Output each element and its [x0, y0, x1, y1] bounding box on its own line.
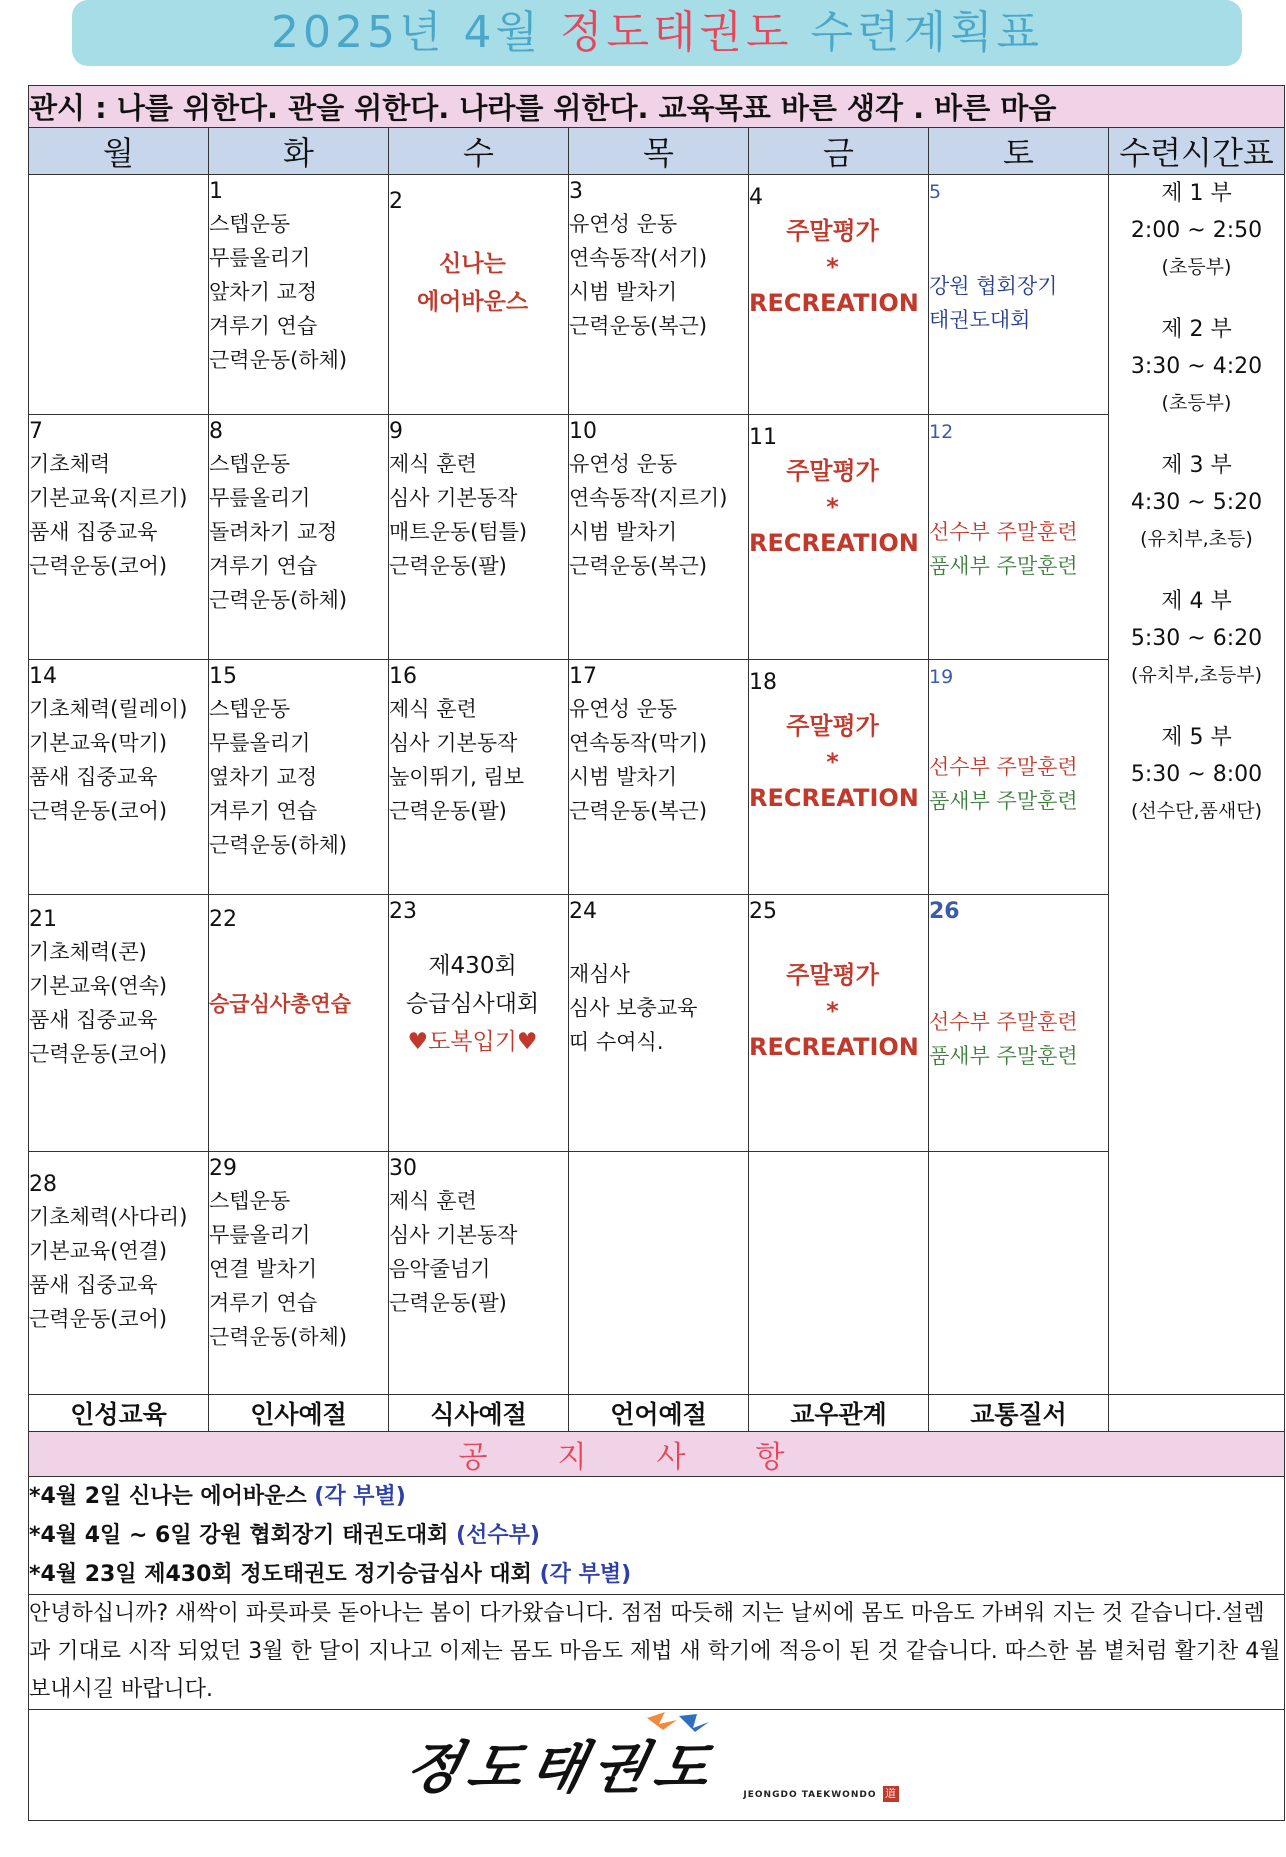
- day-cell: [569, 895, 749, 1152]
- day-number: 21: [29, 907, 57, 932]
- eval-title: 주말평가: [786, 457, 879, 485]
- activity: 앞차기 교정: [209, 280, 318, 304]
- notice-text: *4월 4일 ~ 6일 강원 협회장기 태권도대회: [29, 1523, 449, 1548]
- day-number: 15: [209, 664, 237, 689]
- activity: 연속동작(서기): [569, 246, 708, 270]
- activity: 기초체력(콘): [29, 940, 147, 964]
- rehearsal-label: 승급심사총연습: [209, 992, 352, 1016]
- day-cell: [749, 415, 929, 660]
- activity: 근력운동(코어): [29, 799, 168, 823]
- activity: 스텝운동: [209, 1189, 291, 1213]
- day-cell: [929, 895, 1109, 1152]
- eval-title: 주말평가: [786, 712, 879, 740]
- activity: 음악줄넘기: [389, 1257, 491, 1281]
- day-number: 3: [569, 179, 583, 204]
- activity: 근력운동(팔): [389, 799, 507, 823]
- event-line: 제430회: [428, 953, 517, 979]
- weekday-thu: 목: [569, 128, 749, 175]
- logo-subtitle: JEONGDO TAEKWONDO: [743, 1790, 877, 1800]
- week-row: [29, 175, 1285, 415]
- day-number: 18: [749, 670, 777, 695]
- activity: 스텝운동: [209, 212, 291, 236]
- training-poomsae: 품새부 주말훈련: [929, 789, 1078, 813]
- schedule-group: (초등부): [1161, 392, 1232, 414]
- activity: 시범 발차기: [569, 520, 678, 544]
- schedule-group: (유치부,초등부): [1131, 664, 1262, 686]
- day-number: 19: [929, 666, 954, 688]
- activity: 연속동작(지르기): [569, 486, 728, 510]
- motto-text: 관시 : 나를 위한다. 관을 위한다. 나라를 위한다. 교육목표 바른 생각 . 바른 마음: [29, 86, 1285, 128]
- eval-recreation: RECREATION: [749, 784, 919, 812]
- day-number: 5: [929, 181, 942, 203]
- day-cell: [29, 895, 209, 1152]
- activity: 연결 발차기: [209, 1257, 318, 1281]
- value-label: 교통질서: [929, 1395, 1109, 1432]
- day-cell: [209, 660, 389, 895]
- activity: 근력운동(코어): [29, 1307, 168, 1331]
- day-number: 1: [209, 179, 223, 204]
- logo-row: [29, 1710, 1285, 1821]
- day-number: 2: [389, 189, 403, 214]
- day-cell: [569, 415, 749, 660]
- day-cell: [209, 1152, 389, 1395]
- day-cell: [389, 1152, 569, 1395]
- schedule-part: 제 2 부: [1161, 317, 1232, 342]
- activity: 근력운동(코어): [29, 554, 168, 578]
- day-cell: [389, 415, 569, 660]
- notice-text: *4월 23일 제430회 정도태권도 정기승급심사 대회: [29, 1562, 532, 1587]
- logo-wordmark: 정도태권도: [398, 1735, 724, 1801]
- weekday-header: [29, 128, 1285, 175]
- activity: 돌려차기 교정: [209, 520, 338, 544]
- day-cell: [209, 175, 389, 415]
- schedule-part: 제 4 부: [1161, 589, 1232, 614]
- day-number: 7: [29, 419, 43, 444]
- day-cell: [29, 1152, 209, 1395]
- activity: 재심사: [569, 962, 630, 986]
- schedule-group: (선수단,품새단): [1131, 800, 1262, 822]
- activity: 스텝운동: [209, 697, 291, 721]
- activity: 스텝운동: [209, 452, 291, 476]
- eval-recreation: RECREATION: [749, 529, 919, 557]
- activity: 시범 발차기: [569, 280, 678, 304]
- eval-star: *: [826, 748, 839, 776]
- activity: 근력운동(하체): [209, 833, 348, 857]
- day-cell: [749, 660, 929, 895]
- day-cell: [209, 415, 389, 660]
- activity: 무릎올리기: [209, 246, 311, 270]
- activity: 높이뛰기, 림보: [389, 765, 525, 789]
- title-banner: [72, 0, 1242, 66]
- day-cell: [749, 895, 929, 1152]
- activity: 품새 집중교육: [29, 520, 158, 544]
- value-label: 인사예절: [209, 1395, 389, 1432]
- activity: 유연성 운동: [569, 452, 678, 476]
- activity: 겨루기 연습: [209, 799, 318, 823]
- logo-stamp: 道: [883, 1786, 899, 1802]
- day-number: 23: [389, 899, 417, 924]
- event-line: 태권도대회: [929, 308, 1031, 332]
- activity: 무릎올리기: [209, 731, 311, 755]
- week-row: [29, 895, 1285, 1152]
- day-cell: [749, 175, 929, 415]
- schedule-part: 제 3 부: [1161, 453, 1232, 478]
- day-number: 22: [209, 907, 237, 932]
- schedule-block: [1109, 175, 1284, 286]
- day-number: 11: [749, 425, 777, 450]
- activity: 기본교육(지르기): [29, 486, 188, 510]
- day-number: 10: [569, 419, 597, 444]
- uniform-note: ♥도복입기♥: [407, 1029, 538, 1055]
- weekday-fri: 금: [749, 128, 929, 175]
- day-number: 14: [29, 664, 57, 689]
- weekday-sat: 토: [929, 128, 1109, 175]
- activity: 근력운동(코어): [29, 1042, 168, 1066]
- week-row: [29, 660, 1285, 895]
- title-plan: 수련계획표: [810, 7, 1044, 58]
- activity: 무릎올리기: [209, 1223, 311, 1247]
- activity: 근력운동(복근): [569, 799, 708, 823]
- day-cell: [209, 895, 389, 1152]
- activity: 옆차기 교정: [209, 765, 318, 789]
- value-empty: [1109, 1395, 1285, 1432]
- activity: 심사 기본동작: [389, 486, 518, 510]
- eval-star: *: [826, 493, 839, 521]
- activity: 근력운동(하체): [209, 1325, 348, 1349]
- schedule-time: 5:30 ~ 8:00: [1130, 762, 1263, 787]
- activity: 띠 수여식.: [569, 1030, 664, 1054]
- day-number: 4: [749, 185, 763, 210]
- activity: 매트운동(텀틀): [389, 520, 528, 544]
- schedule-block: [1109, 311, 1284, 422]
- title-gym-name: 정도태권도: [559, 7, 793, 58]
- activity: 근력운동(복근): [569, 554, 708, 578]
- activity: 기본교육(연결): [29, 1239, 168, 1263]
- activity: 겨루기 연습: [209, 1291, 318, 1315]
- day-number: 25: [749, 899, 777, 924]
- day-cell: [929, 415, 1109, 660]
- schedule-group: (초등부): [1161, 256, 1232, 278]
- greeting-letter: 안녕하십니까? 새싹이 파릇파릇 돋아나는 봄이 다가왔습니다. 점점 따듯해 지는 날씨에 몸도 마음도 가벼워 지는 것 같습니다.설렘과 기대로 시작 되었던 3월 한 달이 지나고 이제는 몸도 마음도 제법 새 학기에 적응이 된 것 같습니다. 따스한 봄 볕처럼 활기찬 4월 보내시길 바랍니다.: [29, 1595, 1285, 1710]
- day-cell: [389, 895, 569, 1152]
- day-number: 28: [29, 1172, 57, 1197]
- schedule-block: [1109, 583, 1284, 694]
- day-cell: [569, 1152, 749, 1395]
- week-row: [29, 1152, 1285, 1395]
- motto-row: [29, 86, 1285, 128]
- training-elite: 선수부 주말훈련: [929, 520, 1078, 544]
- notice-text: *4월 2일 신나는 에어바운스: [29, 1484, 307, 1509]
- day-cell: [929, 660, 1109, 895]
- training-poomsae: 품새부 주말훈련: [929, 1044, 1078, 1068]
- day-cell: [569, 660, 749, 895]
- activity: 겨루기 연습: [209, 554, 318, 578]
- value-label: 언어예절: [569, 1395, 749, 1432]
- activity: 유연성 운동: [569, 697, 678, 721]
- values-row: [29, 1395, 1285, 1432]
- gym-logo: [397, 1710, 917, 1802]
- activity: 유연성 운동: [569, 212, 678, 236]
- day-number: 30: [389, 1156, 417, 1181]
- day-cell: [569, 175, 749, 415]
- activity: 무릎올리기: [209, 486, 311, 510]
- activity: 근력운동(팔): [389, 1291, 507, 1315]
- schedule-time: 3:30 ~ 4:20: [1130, 354, 1263, 379]
- day-number: 9: [389, 419, 403, 444]
- schedule-column: [1109, 175, 1285, 1395]
- activity: 제식 훈련: [389, 1189, 477, 1213]
- value-label: 식사예절: [389, 1395, 569, 1432]
- special-event: 신나는: [439, 251, 506, 277]
- day-number: 12: [929, 421, 954, 443]
- day-cell: [929, 175, 1109, 415]
- notice-title: 공지사항: [29, 1432, 1285, 1477]
- schedule-header: 수련시간표: [1109, 128, 1285, 175]
- title-date: 2025년 4월: [270, 7, 542, 58]
- schedule-part: 제 1 부: [1161, 181, 1232, 206]
- day-cell: [29, 415, 209, 660]
- weekday-wed: 수: [389, 128, 569, 175]
- activity: 기초체력(릴레이): [29, 697, 188, 721]
- weekday-mon: 월: [29, 128, 209, 175]
- eval-recreation: RECREATION: [749, 1033, 919, 1061]
- activity: 기초체력(사다리): [29, 1205, 188, 1229]
- training-elite: 선수부 주말훈련: [929, 755, 1078, 779]
- letter-row: [29, 1595, 1285, 1710]
- activity: 기본교육(막기): [29, 731, 168, 755]
- schedule-block: [1109, 719, 1284, 830]
- day-cell: [29, 175, 209, 415]
- event-line: 강원 협회장기: [929, 274, 1058, 298]
- activity: 근력운동(팔): [389, 554, 507, 578]
- notice-tag: (선수부): [456, 1523, 540, 1548]
- notice-header: [29, 1432, 1285, 1477]
- special-event: 에어바운스: [416, 289, 529, 315]
- schedule-time: 2:00 ~ 2:50: [1130, 218, 1263, 243]
- eval-recreation: RECREATION: [749, 289, 919, 317]
- notice-item: [29, 1516, 1284, 1555]
- notice-item: [29, 1477, 1284, 1516]
- activity: 심사 기본동작: [389, 1223, 518, 1247]
- eval-star: *: [826, 997, 839, 1025]
- activity: 시범 발차기: [569, 765, 678, 789]
- notice-tag: (각 부별): [314, 1484, 406, 1509]
- activity: 기초체력: [29, 452, 111, 476]
- activity: 근력운동(복근): [569, 314, 708, 338]
- activity: 연속동작(막기): [569, 731, 708, 755]
- activity: 근력운동(하체): [209, 588, 348, 612]
- day-number: 26: [929, 899, 960, 924]
- notice-list: [29, 1477, 1285, 1595]
- day-number: 24: [569, 899, 597, 924]
- training-elite: 선수부 주말훈련: [929, 1010, 1078, 1034]
- day-number: 17: [569, 664, 597, 689]
- activity: 기본교육(연속): [29, 974, 168, 998]
- day-number: 16: [389, 664, 417, 689]
- schedule-time: 5:30 ~ 6:20: [1130, 626, 1263, 651]
- activity: 품새 집중교육: [29, 765, 158, 789]
- activity: 품새 집중교육: [29, 1273, 158, 1297]
- day-cell: [749, 1152, 929, 1395]
- day-number: 8: [209, 419, 223, 444]
- activity: 제식 훈련: [389, 697, 477, 721]
- value-label: 교우관계: [749, 1395, 929, 1432]
- schedule-time: 4:30 ~ 5:20: [1130, 490, 1263, 515]
- schedule-group: (유치부,초등): [1140, 528, 1253, 550]
- value-label: 인성교육: [29, 1395, 209, 1432]
- weekday-tue: 화: [209, 128, 389, 175]
- day-cell: [389, 660, 569, 895]
- activity: 품새 집중교육: [29, 1008, 158, 1032]
- day-number: 29: [209, 1156, 237, 1181]
- calendar-table: [28, 85, 1285, 1821]
- eval-title: 주말평가: [786, 217, 879, 245]
- training-poomsae: 품새부 주말훈련: [929, 554, 1078, 578]
- eval-title: 주말평가: [786, 961, 879, 989]
- day-cell: [29, 660, 209, 895]
- week-row: [29, 415, 1285, 660]
- event-line: 승급심사대회: [405, 991, 540, 1017]
- notice-item: [29, 1555, 1284, 1594]
- schedule-block: [1109, 447, 1284, 558]
- day-cell: [929, 1152, 1109, 1395]
- activity: 근력운동(하체): [209, 348, 348, 372]
- schedule-part: 제 5 부: [1161, 725, 1232, 750]
- eval-star: *: [826, 253, 839, 281]
- day-cell: [389, 175, 569, 415]
- activity: 제식 훈련: [389, 452, 477, 476]
- activity: 겨루기 연습: [209, 314, 318, 338]
- activity: 심사 보충교육: [569, 996, 698, 1020]
- notice-tag: (각 부별): [539, 1562, 632, 1587]
- activity: 심사 기본동작: [389, 731, 518, 755]
